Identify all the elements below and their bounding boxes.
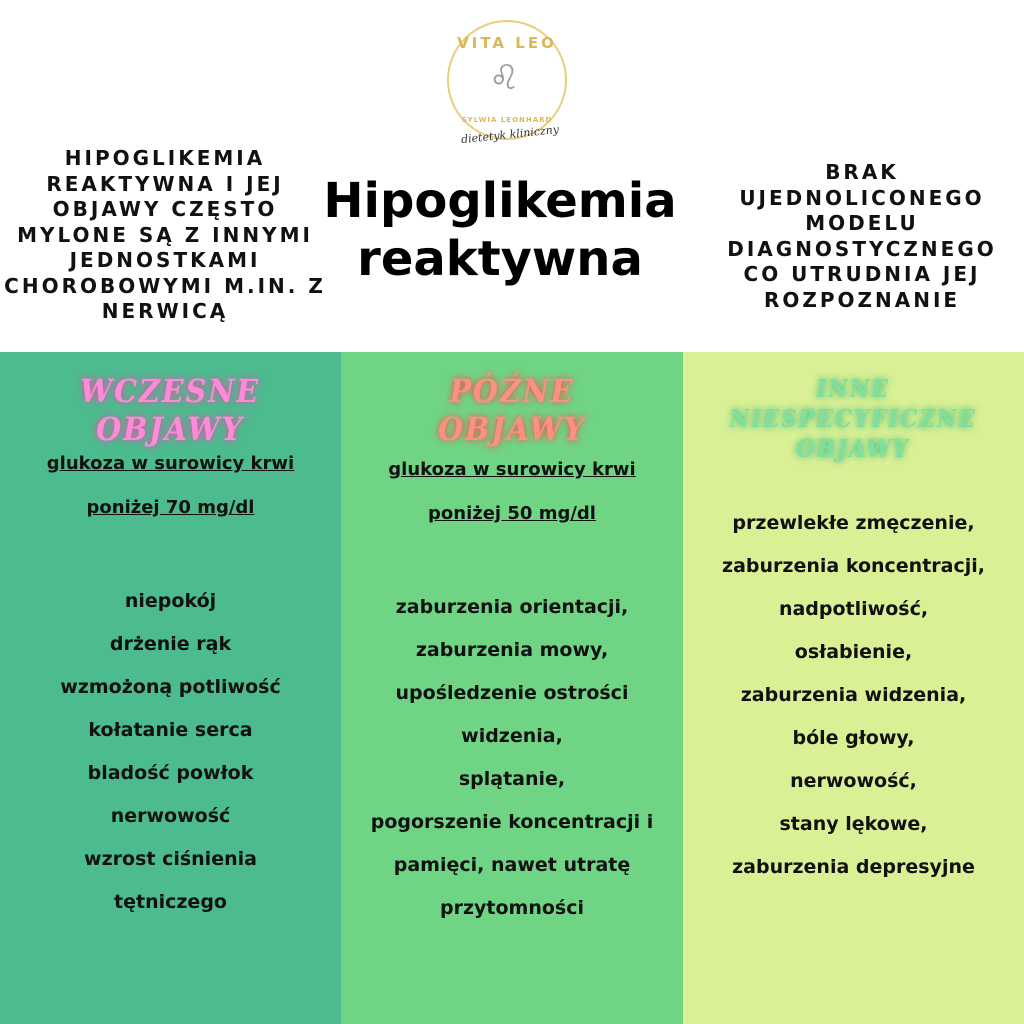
list-item: stany lękowe, (779, 813, 928, 835)
list-item: zaburzenia koncentracji, (722, 555, 985, 577)
list-item: bladość powłok (87, 762, 254, 784)
column-late-symptoms (341, 352, 683, 1024)
list-item: pogorszenie koncentracji i (370, 811, 654, 833)
vita-leo-logo (447, 20, 567, 140)
list-item: zaburzenia widzenia, (740, 684, 967, 706)
list-item: zaburzenia mowy, (415, 639, 609, 661)
glucose-line: glukoza w surowicy krwi (388, 459, 636, 480)
symptom-list (341, 586, 683, 930)
left-note: HIPOGLIKEMIA REAKTYWNA I JEJ OBJAWY CZĘSTO MYLONE SĄ Z INNYMI JEDNOSTKAMI CHOROBOWYMI M.IN. Z NERWICĄ (4, 146, 326, 323)
logo-name: SYLWIA LEONHARD (461, 116, 553, 124)
list-item: tętniczego (114, 891, 227, 913)
list-item: niepokój (124, 590, 217, 612)
header-section (0, 0, 1024, 352)
list-item: nerwowość (110, 805, 231, 827)
list-item: przytomności (439, 897, 584, 919)
list-item: widzenia, (461, 725, 563, 747)
page-title: Hipoglikemia reaktywna (323, 173, 677, 287)
list-item: bóle głowy, (792, 727, 915, 749)
symptom-list (0, 580, 341, 924)
list-item: osłabienie, (794, 641, 913, 663)
glucose-line: poniżej 70 mg/dl (86, 497, 255, 518)
logo-brand: VITA LEO (457, 34, 557, 52)
list-item: nadpotliwość, (778, 598, 929, 620)
list-item: przewlekłe zmęczenie, (732, 512, 975, 534)
glucose-line: poniżej 50 mg/dl (428, 503, 596, 524)
list-item: drżenie rąk (109, 633, 232, 655)
list-item: zaburzenia depresyjne (732, 856, 975, 878)
list-item: zaburzenia orientacji, (395, 596, 629, 618)
list-item: kołatanie serca (88, 719, 253, 741)
list-item: pamięci, nawet utratę (393, 854, 631, 876)
column-heading: WCZESNE OBJAWY (80, 372, 260, 448)
column-other-symptoms (683, 352, 1024, 1024)
column-early-symptoms (0, 352, 341, 1024)
lion-icon: ♌ (489, 58, 520, 98)
list-item: wzrost ciśnienia (84, 848, 257, 870)
column-heading: INNE NIESPECYFICZNE OBJAWY (729, 374, 977, 463)
column-heading: PÓŹNE OBJAWY (438, 372, 586, 448)
list-item: nerwowość, (790, 770, 917, 792)
right-note: BRAK UJEDNOLICONEGO MODELU DIAGNOSTYCZNEGO CO UTRUDNIA JEJ ROZPOZNANIE (727, 160, 997, 312)
list-item: splątanie, (458, 768, 566, 790)
logo-subtitle: dietetyk kliniczny (460, 122, 560, 147)
list-item: wzmożoną potliwość (60, 676, 281, 698)
glucose-line: glukoza w surowicy krwi (46, 453, 295, 474)
list-item: upośledzenie ostrości (395, 682, 629, 704)
symptom-list (683, 502, 1024, 889)
